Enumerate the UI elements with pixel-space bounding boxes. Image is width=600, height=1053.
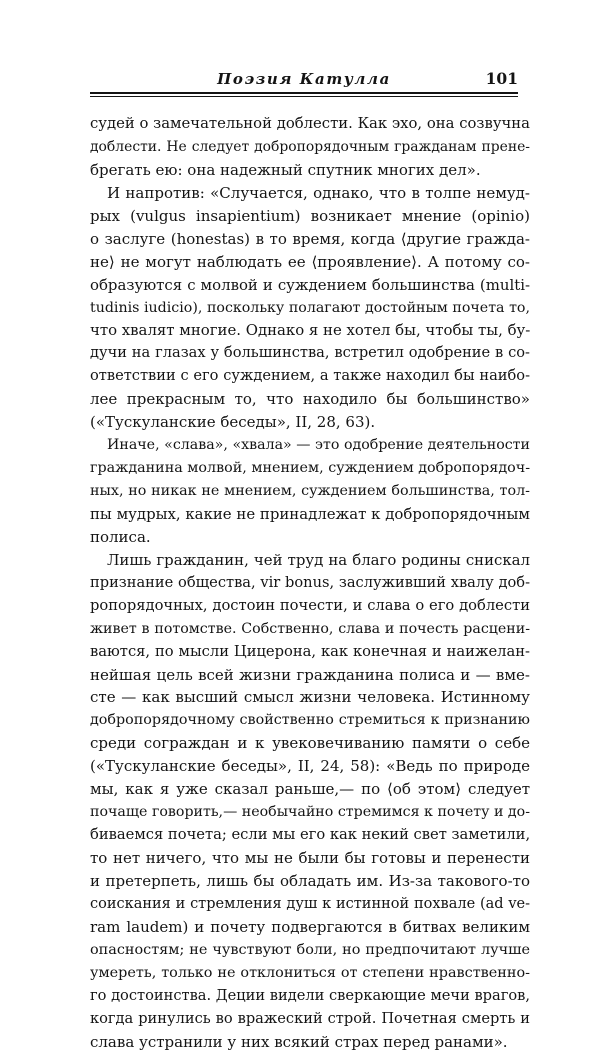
text-line: о заслуге (honestas) в то время, когда ⟨другие гражда-: [90, 228, 530, 251]
text-line: («Тускуланские беседы», II, 28, 63).: [90, 411, 530, 434]
text-line: нейшая цель всей жизни гражданина полиса и — вме-: [90, 664, 530, 687]
text-line: ропорядочных, достоин почести, и слава о его доблести: [90, 595, 530, 618]
text-line: ответствии с его суждением, а также находил бы наибо-: [90, 365, 530, 388]
text-line: И напротив: «Случается, однако, что в толпе немуд-: [90, 182, 530, 205]
text-line: tudinis iudicio), поскольку полагают достойным почета то,: [90, 297, 530, 320]
text-line: гражданина молвой, мнением, суждением добропорядоч-: [90, 457, 530, 480]
text-line: лее прекрасным то, что находило бы большинство»: [90, 388, 530, 411]
header-rule-thick: [90, 92, 518, 94]
text-line: Иначе, «слава», «хвала» — это одобрение деятельности: [90, 434, 530, 457]
text-line: доблести. Не следует добропорядочным гражданам прене-: [90, 136, 530, 159]
text-line: дучи на глазах у большинства, встретил одобрение в со-: [90, 342, 530, 365]
running-head: [90, 66, 518, 90]
text-line: среди сограждан и к увековечиванию памяти о себе: [90, 732, 530, 755]
text-line: что хвалят многие. Однако я не хотел бы, чтобы ты, бу-: [90, 319, 530, 342]
text-line: не⟩ не могут наблюдать ее ⟨проявление⟩. А потому со-: [90, 251, 530, 274]
text-line: полиса.: [90, 526, 530, 549]
text-line: умереть, только не отклониться от степени нравственно-: [90, 962, 530, 985]
text-line: го достоинства. Деции видели сверкающие мечи врагов,: [90, 985, 530, 1008]
text-line: судей о замечательной доблести. Как эхо, она созвучна: [90, 113, 530, 136]
text-line: слава устранили у них всякий страх перед ранами».: [90, 1031, 530, 1053]
text-line: сте — как высший смысл жизни человека. Истинному: [90, 686, 530, 709]
text-line: мы, как я уже сказал раньше,— по ⟨об этом⟩ следует: [90, 778, 530, 801]
text-line: признание общества, vir bonus, заслуживший хвалу доб-: [90, 572, 530, 595]
text-line: пы мудрых, какие не принадлежат к добропорядочным: [90, 503, 530, 526]
text-line: биваемся почета; если мы его как некий свет заметили,: [90, 824, 530, 847]
text-line: почаще говорить,— необычайно стремимся к почету и до-: [90, 801, 530, 824]
text-line: Лишь гражданин, чей труд на благо родины снискал: [90, 549, 530, 572]
text-line: то нет ничего, что мы не были бы готовы и перенести: [90, 847, 530, 870]
text-line: ваются, по мысли Цицерона, как конечная и наижелан-: [90, 641, 530, 664]
text-line: когда ринулись во вражеский строй. Почетная смерть и: [90, 1008, 530, 1031]
text-line: ram laudem) и почету подвергаются в битвах великим: [90, 916, 530, 939]
body-text: [90, 113, 530, 1053]
text-line: рых (vulgus insapientium) возникает мнение (opinio): [90, 205, 530, 228]
page-number: 101: [486, 69, 518, 88]
text-line: опасностям; не чувствуют боли, но предпочитают лучше: [90, 939, 530, 962]
text-line: живет в потомстве. Собственно, слава и почесть расцени-: [90, 618, 530, 641]
text-line: («Тускуланские беседы», II, 24, 58): «Ведь по природе: [90, 755, 530, 778]
text-line: и претерпеть, лишь бы обладать им. Из-за такового-то: [90, 870, 530, 893]
text-line: ных, но никак не мнением, суждением большинства, тол-: [90, 480, 530, 503]
text-line: образуются с молвой и суждением большинства (multi-: [90, 274, 530, 297]
text-line: соискания и стремления душ к истинной похвале (ad ve-: [90, 893, 530, 916]
text-line: брегать ею: она надежный спутник многих дел».: [90, 159, 530, 182]
text-line: добропорядочному свойственно стремиться к признанию: [90, 709, 530, 732]
running-title: Поэзия Катулла: [90, 70, 518, 88]
header-rule-thin: [90, 96, 518, 97]
